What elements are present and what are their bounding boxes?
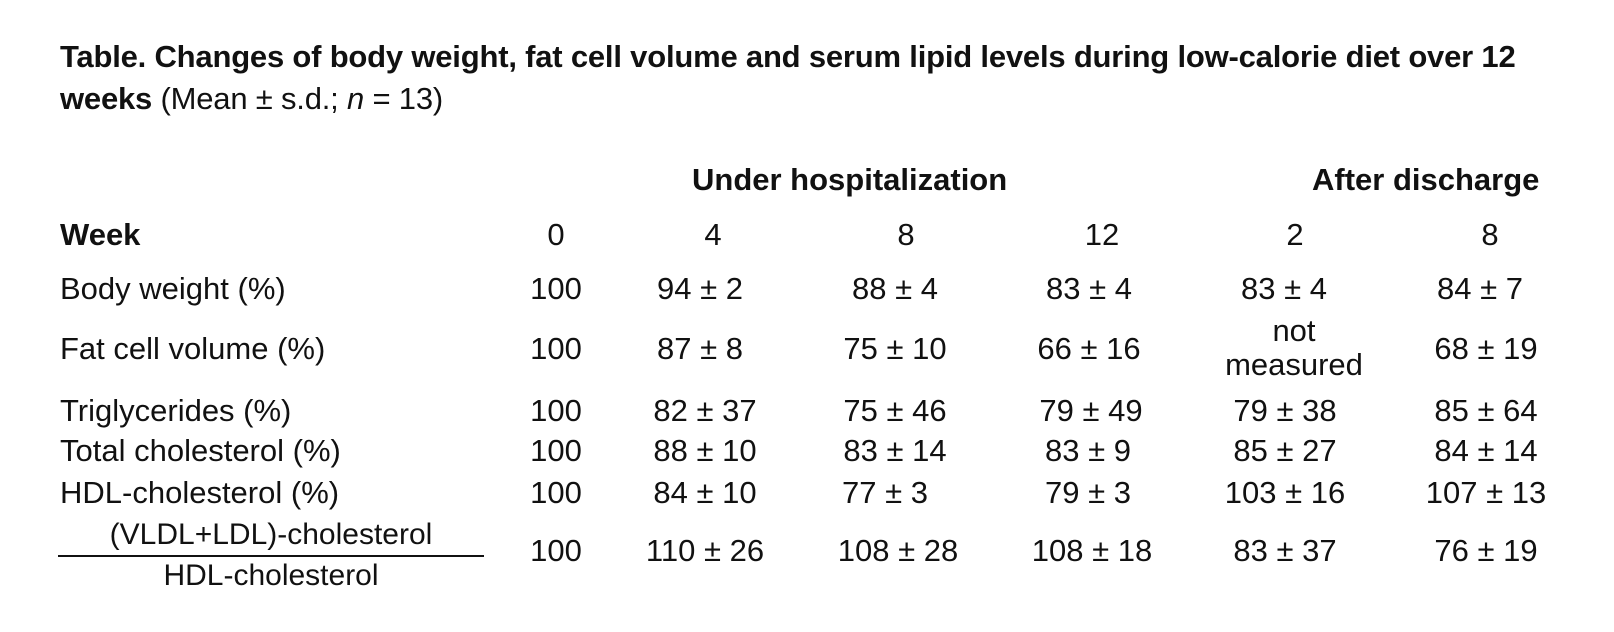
week-header-label: Week — [60, 217, 141, 252]
caption-stats-suffix: = 13) — [364, 81, 443, 116]
table-cell-not-measured: not measured — [1225, 313, 1363, 382]
table-cell: 108 ± 28 — [837, 533, 959, 568]
table-cell: 84 ± 14 — [1434, 433, 1538, 468]
table-cell: 84 ± 10 — [653, 475, 757, 510]
table-cell: 110 ± 26 — [645, 533, 765, 568]
week-header-cell: 8 — [897, 217, 915, 252]
table-cell: 83 ± 4 — [1241, 271, 1327, 306]
caption-title: Table. Changes of body weight, fat cell volume and serum lipid levels during low-calorie diet over 12 weeks — [60, 39, 1516, 116]
group-header-under-hospitalization: Under hospitalization — [692, 162, 1008, 197]
table-cell: 88 ± 4 — [852, 271, 938, 306]
table-cell: 83 ± 37 — [1233, 533, 1337, 568]
row-label-triglycerides: Triglycerides (%) — [60, 393, 292, 428]
row-label-total-cholesterol: Total cholesterol (%) — [60, 433, 341, 468]
ratio-numerator: (VLDL+LDL)-cholesterol — [58, 518, 484, 557]
table-cell: 75 ± 46 — [843, 393, 947, 428]
row-label-ratio — [58, 518, 484, 593]
table-cell: 75 ± 10 — [843, 331, 947, 366]
table-cell: 66 ± 16 — [1037, 331, 1141, 366]
table-cell: 100 — [530, 475, 582, 510]
week-header-cell: 0 — [547, 217, 565, 252]
table-cell: 100 — [530, 533, 582, 568]
table-cell: 108 ± 18 — [1031, 533, 1153, 568]
row-label-hdl-cholesterol: HDL-cholesterol (%) — [60, 475, 340, 510]
table-cell: 79 ± 38 — [1233, 393, 1337, 428]
group-header-after-discharge: After discharge — [1312, 162, 1540, 197]
table-cell: 100 — [530, 393, 582, 428]
table-cell: 68 ± 19 — [1434, 331, 1538, 366]
table-cell: 83 ± 9 — [1045, 433, 1131, 468]
table-cell: 85 ± 27 — [1233, 433, 1337, 468]
caption-stats — [161, 81, 443, 116]
table-cell: 87 ± 8 — [657, 331, 743, 366]
table-cell: 85 ± 64 — [1434, 393, 1538, 428]
table-cell: 77 ± 3 — [842, 475, 928, 510]
week-header-cell: 4 — [704, 217, 722, 252]
table-cell: 84 ± 7 — [1437, 271, 1523, 306]
row-label-fat-cell-volume: Fat cell volume (%) — [60, 331, 326, 366]
table-cell: 88 ± 10 — [653, 433, 757, 468]
table-cell: 107 ± 13 — [1425, 475, 1547, 510]
week-header-cell: 12 — [1084, 217, 1120, 252]
table-cell: 83 ± 14 — [843, 433, 947, 468]
table-cell: 79 ± 49 — [1039, 393, 1143, 428]
week-header-cell: 8 — [1481, 217, 1499, 252]
table-cell: 82 ± 37 — [653, 393, 757, 428]
table-caption — [60, 36, 1600, 120]
caption-stats-prefix: (Mean ± s.d.; — [160, 81, 347, 116]
ratio-denominator: HDL-cholesterol — [163, 559, 379, 592]
table-cell: 100 — [530, 271, 582, 306]
table-cell: 94 ± 2 — [657, 271, 743, 306]
caption-stats-n: n — [347, 81, 365, 116]
table-cell: 103 ± 16 — [1224, 475, 1346, 510]
week-header-cell: 2 — [1286, 217, 1304, 252]
table-cell: 100 — [530, 433, 582, 468]
row-label-body-weight: Body weight (%) — [60, 271, 286, 306]
table-cell: 76 ± 19 — [1434, 533, 1538, 568]
table-cell: 79 ± 3 — [1045, 475, 1131, 510]
table-cell: 83 ± 4 — [1046, 271, 1132, 306]
table-cell: 100 — [530, 331, 582, 366]
